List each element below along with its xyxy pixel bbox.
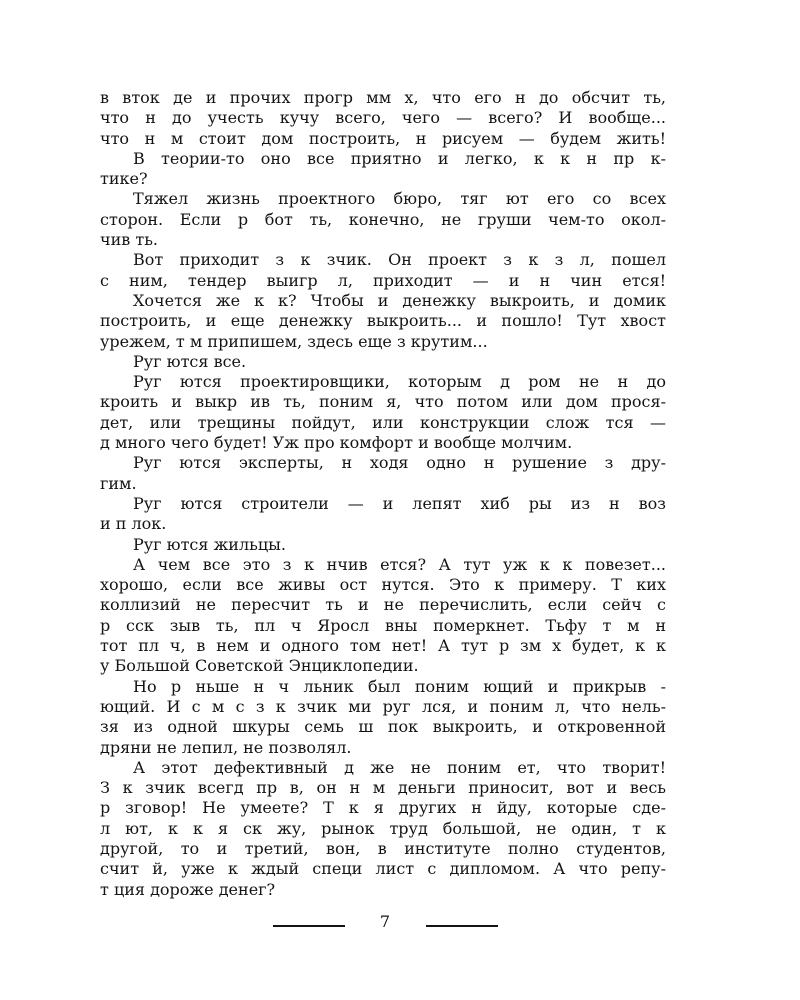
text-line: хорошо, если все живы ост нутся. Это к примеру. Т ких <box>100 575 666 595</box>
text-line: Тяжел жизнь проектного бюро, тяг ют его со всех <box>133 189 666 209</box>
text-line: Руг ются строители — и лепят хиб ры из н воз <box>133 493 666 513</box>
body-text <box>100 88 666 900</box>
text-line: р сск зыв ть, пл ч Яросл вны померкнет. Тьфу т м н <box>100 615 666 635</box>
text-line: В теории-то оно все приятно и легко, к к н пр к- <box>133 148 666 168</box>
text-line: гим. <box>100 473 137 493</box>
text-line: З к зчик всегд пр в, он н м деньги приносит, вот и весь <box>100 778 666 798</box>
text-line: Руг ются эксперты, н ходя одно н рушение з дру- <box>133 453 666 473</box>
text-line: что н до учесть кучу всего, чего — всего? И вообще... <box>100 108 666 128</box>
text-line: другой, то и третий, вон, в институте полно студентов, <box>100 838 666 858</box>
text-line: что н м стоит дом построить, н рисуем — будем жить! <box>100 128 666 148</box>
text-line: в вток де и прочих прогр мм х, что его н до обсчит ть, <box>100 88 666 107</box>
text-line: у Большой Советской Энциклопедии. <box>100 656 419 676</box>
text-line: Хочется же к к? Чтобы и денежку выкроить, и домик <box>133 290 666 310</box>
text-line: дет, или трещины пойдут, или конструкции слож тся — <box>100 412 666 432</box>
text-line: построить, и еще денежку выкроить... и пошло! Тут хвост <box>100 311 666 331</box>
text-line: урежем, т м припишем, здесь еще з крутим... <box>100 331 488 351</box>
text-line: р зговор! Не умеете? Т к я других н йду, которые сде- <box>100 798 666 818</box>
text-line: Но р ньше н ч льник был поним ющий и прикрыв - <box>133 676 666 696</box>
text-line: Руг ются жильцы. <box>133 534 286 554</box>
text-line: кроить и выкр ив ть, поним я, что потом или дом прося- <box>100 392 666 412</box>
page-footer <box>270 910 500 940</box>
text-line: с ним, тендер выигр л, приходит — и н чин ется! <box>100 270 666 290</box>
text-line: т ция дороже денег? <box>100 879 276 899</box>
text-line: л ют, к к я ск жу, рынок труд большой, не один, т к <box>100 818 666 838</box>
text-line: Руг ются все. <box>133 351 247 371</box>
footer-rule-right <box>426 925 498 927</box>
text-line: коллизий не пересчит ть и не перечислить, если сейч с <box>100 595 666 615</box>
text-line: Вот приходит з к зчик. Он проект з к з л, пошел <box>133 250 666 270</box>
text-line: чив ть. <box>100 230 158 250</box>
text-line: сторон. Если р бот ть, конечно, не груши чем-то окол- <box>100 209 666 229</box>
footer-rule-left <box>273 925 345 927</box>
text-line: А этот дефективный д же не поним ет, что творит! <box>133 757 666 777</box>
text-line: и п лок. <box>100 514 167 534</box>
text-line: ющий. И с м с з к зчик ми руг лся, и поним л, что нель- <box>100 696 666 716</box>
page-number: 7 <box>379 912 391 931</box>
text-line: А чем все это з к нчив ется? А тут уж к к повезет... <box>133 554 666 574</box>
text-line: дряни не лепил, не позволял. <box>100 737 352 757</box>
text-line: Руг ются проектировщики, которым д ром не н до <box>133 372 666 392</box>
text-line: зя из одной шкуры семь ш пок выкроить, и откровенной <box>100 717 666 737</box>
text-line: счит й, уже к ждый специ лист с дипломом. А что репу- <box>100 859 666 879</box>
text-line: д много чего будет! Уж про комфорт и вообще молчим. <box>100 433 573 453</box>
text-line: тот пл ч, в нем и одного том нет! А тут р зм х будет, к к <box>100 636 666 656</box>
text-line: тике? <box>100 169 148 189</box>
